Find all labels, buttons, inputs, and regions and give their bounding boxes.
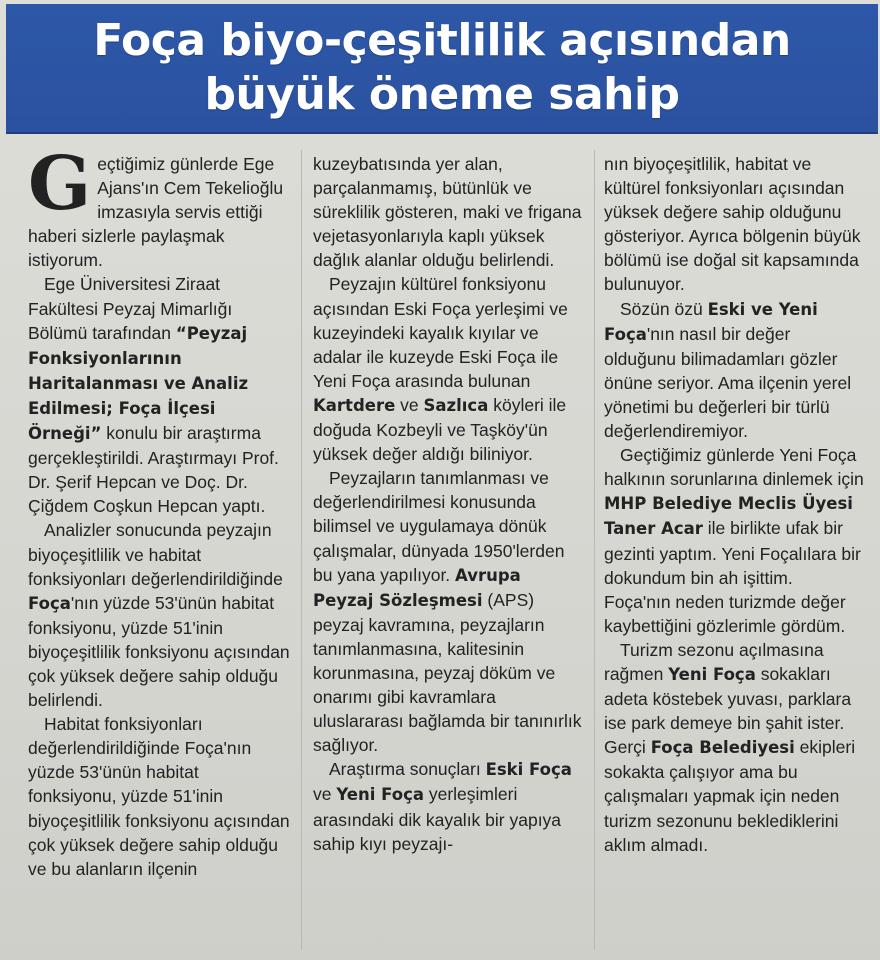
headline-line-1: Foça biyo-çeşitlilik açısından [93,15,791,66]
paragraph-11-text-c: ile birlikte ufak bir gezinti yaptım. Yeni Foçalılara bir dokundum bin ah işittim. Foça'nın neden turizmde değer kaybettiğini gözlerimle gördüm. [604,518,861,636]
paragraph-9: nın biyoçeşitlilik, habitat ve kültürel fonksiyonları açısından yüksek değere sahip olduğunu gösteriyor. Ayrıca bölgenin büyük bölümü ise doğal sit kapsamında bulunuyor. [604,154,861,295]
bold-eski-foca: Eski Foça [485,760,572,780]
paragraph-12-text-e: ekipleri sokakta çalışıyor ama bu çalışmaları yapmak için neden turizm sezonunu beklediklerini aklım almadı. [604,737,856,855]
bold-foca: Foça [28,593,71,613]
paragraph-1-text: eçtiğimiz günlerde Ege Ajans'ın Cem Tekelioğlu imzasıyla servis ettiği haberi sizlerle paylaşmak istiyorum. [28,154,284,271]
column-divider-2 [594,150,595,950]
column-divider-1 [301,150,302,950]
paragraph-10-text-a: Sözün özü [620,298,708,319]
drop-cap: G [28,141,92,227]
paragraph-7-text-c: (APS) peyzaj kavramına, peyzajların tanımlanmasına, kalitesinin korunmasına, peyzaj döküm ve onarımı gibi kavramlara uluslararası bağlamda bir tanınırlık sağlıyor. [313,589,582,756]
paragraph-3-text-a: Analizler sonucunda peyzajın biyoçeşitlilik ve habitat fonksiyonları değerlendirildiğinde [28,520,283,589]
paragraph-2-text-c: konulu bir araştırma gerçekleştirildi. Araştırmayı Prof. Dr. Şerif Hepcan ve Doç. Dr. Çiğdem Coşkun Hepcan yaptı. [28,423,279,517]
headline-line-2: büyük öneme sahip [204,69,680,120]
paragraph-8-text-c: ve [313,784,337,805]
paragraph-12-text-c: sokakları adeta köstebek yuvası, parklara ise park demeye bin şahit ister. Gerçi [604,663,852,758]
paragraph-6 [313,272,585,466]
paragraph-3 [28,518,290,712]
paragraph-3-text-c: 'nın yüzde 53'ünün habitat fonksiyonu, yüzde 51'inin biyoçeşitlilik fonksiyonu açısından çok yüksek değere sahip olduğu belirlendi. [28,592,290,711]
article-column-3 [604,152,864,952]
paragraph-8 [313,757,585,855]
paragraph-12 [604,638,864,857]
paragraph-11 [604,443,864,638]
article-column-1 [28,141,290,952]
paragraph-10-text-c: 'nın nasıl bir değer olduğunu bilimadamları gözler önüne seriyor. Ama ilçenin yerel yönetimi bu değerleri bir türlü değerlendiremiyor. [604,323,852,442]
bold-yeni-foca: Yeni Foça [336,785,424,805]
paragraph-10 [604,297,864,444]
paragraph-4: Habitat fonksiyonları değerlendirildiğinde Foça'nın yüzde 53'ünün habitat fonksiyonu, yüzde 51'inin biyoçeşitlilik fonksiyonu açısından çok yüksek değere sahip olduğu ve bu alanların ilçenin [28,714,290,879]
bold-foca-belediyesi: Foça Belediyesi [650,738,795,758]
bold-aps: Avrupa Peyzaj Sözleşmesi [313,565,521,610]
bold-kartdere: Kartdere [313,395,396,415]
paragraph-5: kuzeybatısında yer alan, parçalanmamış, bütünlük ve süreklilik gösteren, maki ve frigana vejetasyonlarıyla kaplı yüksek dağlık alanlar olduğu belirlendi. [313,154,582,271]
bold-mhp-member: MHP Belediye Meclis Üyesi Taner Acar [604,494,853,539]
paragraph-8-text-e: yerleşimleri arasındaki dik kayalık bir yapıya sahip kıyı peyzajı- [313,784,562,854]
paragraph-6-text-e: köyleri ile doğuda Kozbeyli ve Taşköy'ün yüksek değer aldığı biliniyor. [313,394,567,465]
paragraph-2-text-a: Ege Üniversitesi Ziraat Fakültesi Peyzaj Mimarlığı Bölümü tarafından [28,274,233,343]
paragraph-8-text-a: Araştırma sonuçları [329,759,486,780]
bold-yeni-foca-2: Yeni Foça [668,664,756,684]
headline-banner [6,4,878,134]
paragraph-2 [28,272,290,518]
paragraph-7-text-a: Peyzajların tanımlanması ve değerlendirilmesi konusunda bilimsel ve uygulamaya dönük çalışmalar, dünyada 1950'lerden bu yana yapılıyor. [313,468,565,585]
paragraph-11-text-a: Geçtiğimiz günlerde Yeni Foça halkının sorunlarına dinlemek için [604,445,864,490]
paragraph-7 [313,466,585,757]
paragraph-12-text-a: Turizm sezonu açılmasına rağmen [604,639,824,684]
bold-eski-ve-yeni-foca: Eski ve Yeni Foça [604,299,818,344]
paragraph-6-text-a: Peyzajın kültürel fonksiyonu açısından Eski Foça yerleşimi ve kuzeyindeki kayalık kıyılar ve adalar ile kuzeyde Eski Foça ile Yeni Foça arasında bulunan [313,274,568,391]
bold-sazlica: Sazlıca [423,395,489,415]
article-column-2 [313,152,585,952]
paragraph-1 [28,141,290,272]
paragraph-6-text-c: ve [395,394,424,415]
research-title: “Peyzaj Fonksiyonlarının Haritalanması ve Analiz Edilmesi; Foça İlçesi Örneği” [28,323,249,444]
